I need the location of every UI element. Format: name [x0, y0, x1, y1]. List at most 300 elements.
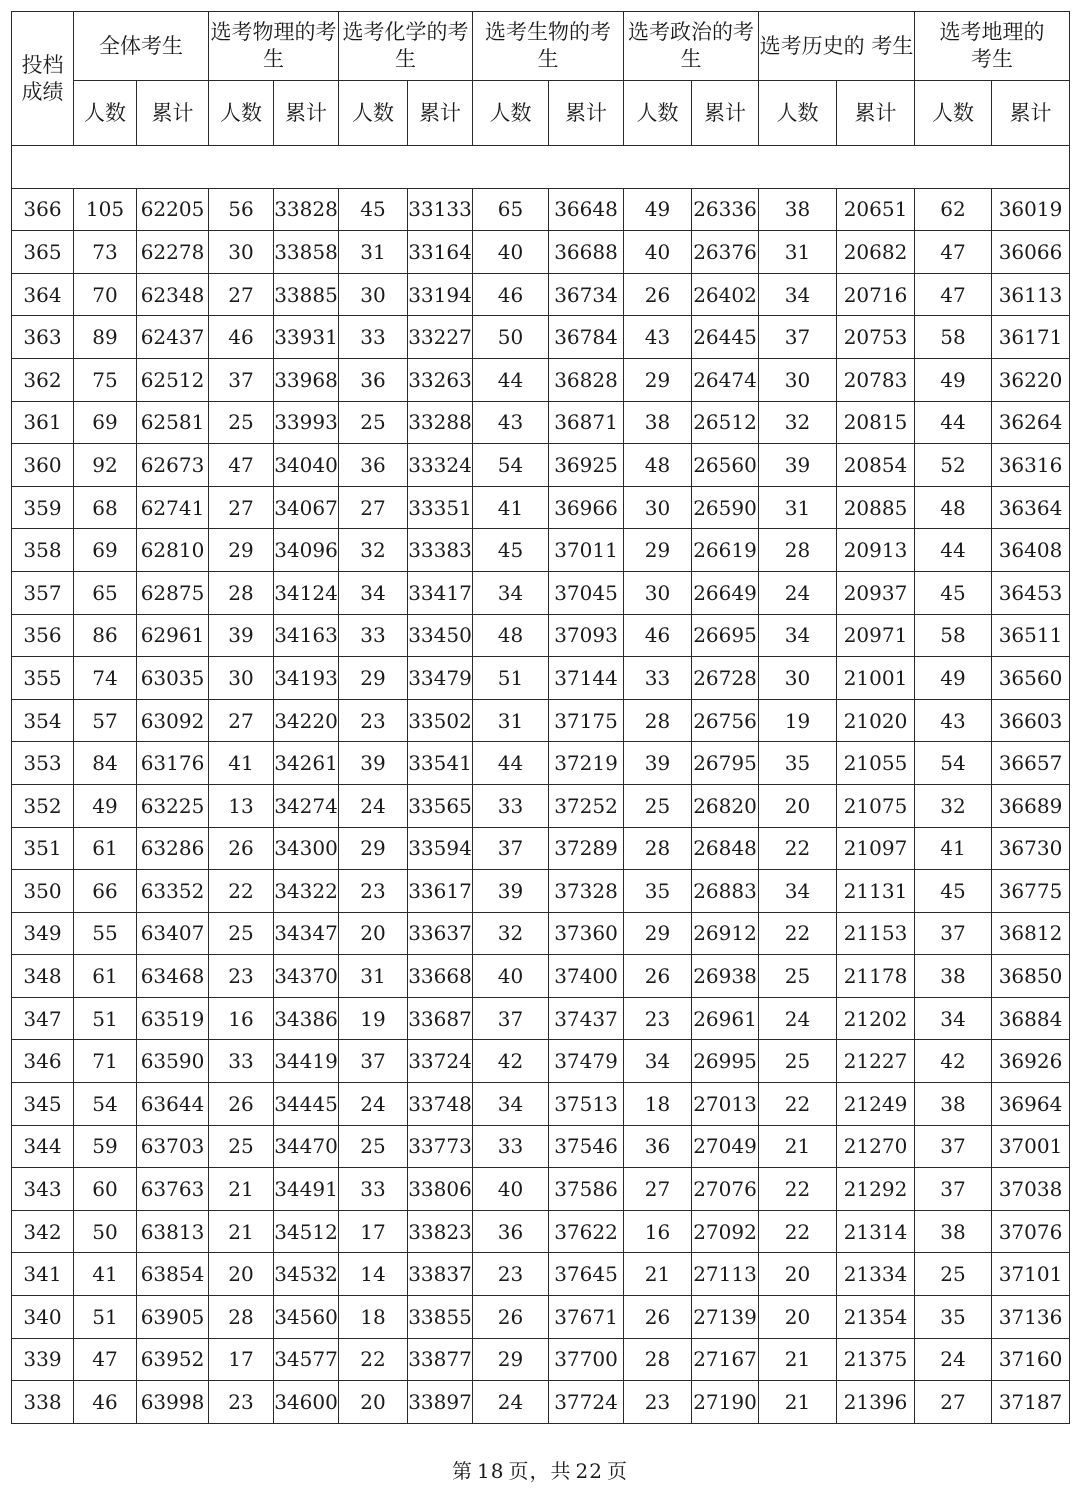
cumulative-cell: 36812	[992, 912, 1070, 955]
count-cell: 22	[339, 1338, 408, 1381]
count-cell: 24	[339, 784, 408, 827]
count-cell: 59	[74, 1125, 137, 1168]
count-cell: 37	[759, 316, 837, 359]
count-cell: 45	[339, 188, 408, 231]
count-cell: 39	[624, 742, 692, 785]
cumulative-cell: 36688	[549, 231, 624, 274]
count-cell: 54	[74, 1083, 137, 1126]
cumulative-cell: 33288	[408, 401, 473, 444]
footer-page-suffix: 页，共	[508, 1459, 572, 1483]
count-cell: 37	[339, 1040, 408, 1083]
cumulative-cell: 33383	[408, 529, 473, 572]
count-header: 人数	[209, 81, 274, 146]
count-cell: 20	[339, 912, 408, 955]
cumulative-cell: 20651	[837, 188, 915, 231]
count-cell: 22	[209, 870, 274, 913]
count-cell: 21	[624, 1253, 692, 1296]
cumulative-cell: 34600	[274, 1381, 339, 1424]
count-cell: 25	[759, 1040, 837, 1083]
count-cell: 34	[759, 870, 837, 913]
count-cell: 38	[915, 1210, 992, 1253]
count-cell: 32	[915, 784, 992, 827]
count-cell: 21	[759, 1381, 837, 1424]
count-cell: 20	[759, 784, 837, 827]
count-cell: 28	[624, 827, 692, 870]
score-cell: 341	[12, 1253, 74, 1296]
count-cell: 22	[759, 1168, 837, 1211]
group-header-politics: 选考政治的考生	[624, 12, 759, 81]
table-row	[12, 188, 1070, 231]
count-cell: 51	[473, 657, 549, 700]
count-cell: 49	[915, 358, 992, 401]
count-cell: 20	[759, 1253, 837, 1296]
table-row	[12, 784, 1070, 827]
count-cell: 31	[473, 699, 549, 742]
score-cell: 366	[12, 188, 74, 231]
count-cell: 19	[759, 699, 837, 742]
cumulative-cell: 62961	[137, 614, 209, 657]
header-gap-cell	[12, 146, 1070, 189]
score-cell: 362	[12, 358, 74, 401]
cumulative-cell: 21153	[837, 912, 915, 955]
count-cell: 34	[915, 997, 992, 1040]
count-cell: 33	[339, 1168, 408, 1211]
count-cell: 23	[624, 1381, 692, 1424]
cumulative-cell: 26619	[692, 529, 759, 572]
cumulative-cell: 26795	[692, 742, 759, 785]
table-row	[12, 1125, 1070, 1168]
cumulative-cell: 33885	[274, 273, 339, 316]
count-cell: 27	[209, 699, 274, 742]
count-cell: 26	[209, 1083, 274, 1126]
cumulative-cell: 37001	[992, 1125, 1070, 1168]
count-cell: 18	[339, 1296, 408, 1339]
table-row	[12, 912, 1070, 955]
score-cell: 360	[12, 444, 74, 487]
count-cell: 44	[915, 401, 992, 444]
cumulative-cell: 36850	[992, 955, 1070, 998]
count-cell: 21	[759, 1125, 837, 1168]
cumulative-cell: 36220	[992, 358, 1070, 401]
cumulative-cell: 33773	[408, 1125, 473, 1168]
table-row	[12, 1253, 1070, 1296]
count-cell: 46	[209, 316, 274, 359]
count-cell: 26	[624, 1296, 692, 1339]
cumulative-cell: 26336	[692, 188, 759, 231]
score-distribution-table	[11, 11, 1070, 1424]
cumulative-cell: 63468	[137, 955, 209, 998]
count-cell: 28	[624, 1338, 692, 1381]
cumulative-cell: 34067	[274, 486, 339, 529]
count-cell: 45	[915, 571, 992, 614]
cumulative-cell: 21396	[837, 1381, 915, 1424]
cumulative-cell: 33993	[274, 401, 339, 444]
cumulative-cell: 36560	[992, 657, 1070, 700]
cumulative-cell: 34445	[274, 1083, 339, 1126]
cumulative-cell: 27167	[692, 1338, 759, 1381]
page-footer	[0, 1455, 1080, 1484]
cumulative-cell: 36603	[992, 699, 1070, 742]
cumulative-cell: 20885	[837, 486, 915, 529]
cumulative-cell: 21202	[837, 997, 915, 1040]
count-cell: 33	[209, 1040, 274, 1083]
cumulative-cell: 36019	[992, 188, 1070, 231]
count-cell: 26	[624, 273, 692, 316]
count-cell: 27	[915, 1381, 992, 1424]
count-header: 人数	[759, 81, 837, 146]
score-cell: 354	[12, 699, 74, 742]
count-cell: 58	[915, 614, 992, 657]
count-cell: 58	[915, 316, 992, 359]
score-cell: 364	[12, 273, 74, 316]
cumulative-cell: 33823	[408, 1210, 473, 1253]
cumulative-cell: 33687	[408, 997, 473, 1040]
table-row	[12, 1040, 1070, 1083]
header-gap	[12, 146, 1070, 189]
count-header: 人数	[74, 81, 137, 146]
cumulative-cell: 21249	[837, 1083, 915, 1126]
count-cell: 65	[473, 188, 549, 231]
table-row	[12, 316, 1070, 359]
count-cell: 61	[74, 955, 137, 998]
count-cell: 33	[473, 784, 549, 827]
cumulative-cell: 63035	[137, 657, 209, 700]
table-row	[12, 529, 1070, 572]
cumulative-cell: 34261	[274, 742, 339, 785]
count-header: 人数	[339, 81, 408, 146]
count-cell: 23	[339, 870, 408, 913]
count-cell: 25	[209, 912, 274, 955]
cumulative-cell: 21020	[837, 699, 915, 742]
count-cell: 26	[473, 1296, 549, 1339]
count-cell: 56	[209, 188, 274, 231]
score-cell: 349	[12, 912, 74, 955]
cumulative-cell: 36264	[992, 401, 1070, 444]
cumulative-cell: 34532	[274, 1253, 339, 1296]
cumulative-cell: 34491	[274, 1168, 339, 1211]
cumulative-cell: 33450	[408, 614, 473, 657]
score-cell: 355	[12, 657, 74, 700]
cumulative-header: 累计	[137, 81, 209, 146]
cumulative-cell: 36408	[992, 529, 1070, 572]
count-cell: 34	[473, 1083, 549, 1126]
cumulative-header: 累计	[692, 81, 759, 146]
count-cell: 20	[759, 1296, 837, 1339]
count-cell: 28	[209, 571, 274, 614]
cumulative-cell: 33479	[408, 657, 473, 700]
cumulative-cell: 37289	[549, 827, 624, 870]
count-cell: 33	[473, 1125, 549, 1168]
count-cell: 37	[473, 997, 549, 1040]
cumulative-cell: 21334	[837, 1253, 915, 1296]
cumulative-cell: 21227	[837, 1040, 915, 1083]
count-cell: 30	[339, 273, 408, 316]
table-row	[12, 742, 1070, 785]
cumulative-cell: 27092	[692, 1210, 759, 1253]
count-header: 人数	[624, 81, 692, 146]
count-cell: 32	[473, 912, 549, 955]
count-cell: 29	[624, 912, 692, 955]
cumulative-cell: 63763	[137, 1168, 209, 1211]
cumulative-cell: 36964	[992, 1083, 1070, 1126]
group-header-all: 全体考生	[74, 12, 209, 81]
cumulative-cell: 37622	[549, 1210, 624, 1253]
count-cell: 23	[209, 955, 274, 998]
cumulative-cell: 21055	[837, 742, 915, 785]
count-cell: 39	[209, 614, 274, 657]
count-cell: 45	[473, 529, 549, 572]
count-cell: 33	[624, 657, 692, 700]
count-cell: 86	[74, 614, 137, 657]
count-cell: 48	[473, 614, 549, 657]
count-cell: 30	[209, 657, 274, 700]
cumulative-cell: 26961	[692, 997, 759, 1040]
cumulative-cell: 37144	[549, 657, 624, 700]
count-cell: 21	[759, 1338, 837, 1381]
count-cell: 25	[339, 1125, 408, 1168]
cumulative-cell: 33877	[408, 1338, 473, 1381]
score-cell: 352	[12, 784, 74, 827]
cumulative-header: 累计	[992, 81, 1070, 146]
cumulative-cell: 20854	[837, 444, 915, 487]
count-cell: 36	[473, 1210, 549, 1253]
cumulative-cell: 26756	[692, 699, 759, 742]
count-cell: 73	[74, 231, 137, 274]
count-cell: 75	[74, 358, 137, 401]
count-cell: 43	[473, 401, 549, 444]
cumulative-cell: 34470	[274, 1125, 339, 1168]
score-cell: 353	[12, 742, 74, 785]
count-cell: 31	[339, 955, 408, 998]
count-cell: 18	[624, 1083, 692, 1126]
cumulative-cell: 63286	[137, 827, 209, 870]
score-cell: 357	[12, 571, 74, 614]
count-cell: 34	[759, 273, 837, 316]
count-cell: 48	[624, 444, 692, 487]
count-cell: 35	[759, 742, 837, 785]
count-cell: 68	[74, 486, 137, 529]
count-cell: 26	[624, 955, 692, 998]
count-cell: 20	[209, 1253, 274, 1296]
count-cell: 49	[74, 784, 137, 827]
cumulative-cell: 34300	[274, 827, 339, 870]
count-cell: 27	[624, 1168, 692, 1211]
count-cell: 39	[473, 870, 549, 913]
count-cell: 50	[74, 1210, 137, 1253]
score-cell: 347	[12, 997, 74, 1040]
cumulative-cell: 34096	[274, 529, 339, 572]
score-cell: 350	[12, 870, 74, 913]
cumulative-cell: 21375	[837, 1338, 915, 1381]
count-cell: 45	[915, 870, 992, 913]
cumulative-cell: 34560	[274, 1296, 339, 1339]
cumulative-cell: 34347	[274, 912, 339, 955]
cumulative-cell: 26445	[692, 316, 759, 359]
count-cell: 44	[915, 529, 992, 572]
score-cell: 361	[12, 401, 74, 444]
footer-page-number: 18	[477, 1459, 505, 1483]
score-cell: 351	[12, 827, 74, 870]
table-row	[12, 657, 1070, 700]
cumulative-cell: 26649	[692, 571, 759, 614]
group-header-physics: 选考物理的考生	[209, 12, 339, 81]
count-cell: 21	[209, 1168, 274, 1211]
cumulative-cell: 37586	[549, 1168, 624, 1211]
cumulative-cell: 36364	[992, 486, 1070, 529]
cumulative-cell: 36066	[992, 231, 1070, 274]
cumulative-cell: 27139	[692, 1296, 759, 1339]
cumulative-cell: 37160	[992, 1338, 1070, 1381]
count-cell: 61	[74, 827, 137, 870]
table-row	[12, 486, 1070, 529]
cumulative-cell: 26474	[692, 358, 759, 401]
cumulative-cell: 37011	[549, 529, 624, 572]
count-cell: 29	[339, 827, 408, 870]
count-cell: 23	[624, 997, 692, 1040]
count-cell: 24	[759, 571, 837, 614]
cumulative-cell: 37175	[549, 699, 624, 742]
score-cell: 342	[12, 1210, 74, 1253]
count-cell: 43	[624, 316, 692, 359]
count-cell: 41	[74, 1253, 137, 1296]
count-cell: 30	[759, 657, 837, 700]
group-header-history: 选考历史的 考生	[759, 12, 915, 81]
count-cell: 62	[915, 188, 992, 231]
cumulative-cell: 62875	[137, 571, 209, 614]
count-cell: 30	[209, 231, 274, 274]
cumulative-cell: 37187	[992, 1381, 1070, 1424]
cumulative-cell: 33194	[408, 273, 473, 316]
cumulative-cell: 26590	[692, 486, 759, 529]
count-cell: 41	[209, 742, 274, 785]
cumulative-cell: 34220	[274, 699, 339, 742]
cumulative-cell: 62581	[137, 401, 209, 444]
count-cell: 42	[915, 1040, 992, 1083]
cumulative-cell: 33417	[408, 571, 473, 614]
score-cell: 365	[12, 231, 74, 274]
count-cell: 22	[759, 1083, 837, 1126]
count-cell: 34	[473, 571, 549, 614]
cumulative-cell: 36171	[992, 316, 1070, 359]
cumulative-cell: 37700	[549, 1338, 624, 1381]
group-header-chemistry: 选考化学的考生	[339, 12, 473, 81]
cumulative-cell: 26820	[692, 784, 759, 827]
cumulative-cell: 33837	[408, 1253, 473, 1296]
cumulative-cell: 33968	[274, 358, 339, 401]
score-cell: 338	[12, 1381, 74, 1424]
count-cell: 40	[473, 231, 549, 274]
count-cell: 28	[209, 1296, 274, 1339]
count-cell: 33	[339, 316, 408, 359]
cumulative-cell: 36316	[992, 444, 1070, 487]
table-row	[12, 699, 1070, 742]
table-row	[12, 273, 1070, 316]
cumulative-cell: 33133	[408, 188, 473, 231]
score-cell: 348	[12, 955, 74, 998]
count-cell: 47	[915, 273, 992, 316]
cumulative-cell: 26912	[692, 912, 759, 955]
cumulative-cell: 37219	[549, 742, 624, 785]
cumulative-cell: 37328	[549, 870, 624, 913]
count-cell: 24	[915, 1338, 992, 1381]
count-cell: 54	[915, 742, 992, 785]
cumulative-cell: 63644	[137, 1083, 209, 1126]
cumulative-cell: 36648	[549, 188, 624, 231]
score-cell: 356	[12, 614, 74, 657]
cumulative-cell: 33806	[408, 1168, 473, 1211]
table-row	[12, 1338, 1070, 1381]
cumulative-cell: 36828	[549, 358, 624, 401]
count-cell: 36	[339, 358, 408, 401]
cumulative-cell: 34274	[274, 784, 339, 827]
cumulative-cell: 36113	[992, 273, 1070, 316]
count-cell: 43	[915, 699, 992, 742]
cumulative-cell: 26402	[692, 273, 759, 316]
count-cell: 16	[624, 1210, 692, 1253]
count-cell: 37	[915, 1168, 992, 1211]
cumulative-cell: 20716	[837, 273, 915, 316]
count-cell: 28	[624, 699, 692, 742]
count-cell: 52	[915, 444, 992, 487]
cumulative-cell: 33541	[408, 742, 473, 785]
cumulative-cell: 33858	[274, 231, 339, 274]
cumulative-cell: 62278	[137, 231, 209, 274]
count-cell: 40	[473, 1168, 549, 1211]
count-cell: 21	[209, 1210, 274, 1253]
cumulative-cell: 36884	[992, 997, 1070, 1040]
cumulative-cell: 33324	[408, 444, 473, 487]
cumulative-cell: 33897	[408, 1381, 473, 1424]
count-cell: 29	[473, 1338, 549, 1381]
cumulative-cell: 34322	[274, 870, 339, 913]
table-row	[12, 1381, 1070, 1424]
cumulative-cell: 36966	[549, 486, 624, 529]
cumulative-cell: 37724	[549, 1381, 624, 1424]
count-cell: 22	[759, 1210, 837, 1253]
cumulative-cell: 63703	[137, 1125, 209, 1168]
cumulative-cell: 33617	[408, 870, 473, 913]
cumulative-header: 累计	[837, 81, 915, 146]
cumulative-cell: 36784	[549, 316, 624, 359]
count-cell: 34	[624, 1040, 692, 1083]
cumulative-cell: 63854	[137, 1253, 209, 1296]
cumulative-cell: 34419	[274, 1040, 339, 1083]
count-cell: 44	[473, 742, 549, 785]
cumulative-cell: 33748	[408, 1083, 473, 1126]
count-cell: 41	[473, 486, 549, 529]
count-cell: 65	[74, 571, 137, 614]
cumulative-cell: 36453	[992, 571, 1070, 614]
count-cell: 35	[624, 870, 692, 913]
count-cell: 36	[339, 444, 408, 487]
count-cell: 74	[74, 657, 137, 700]
cumulative-cell: 21075	[837, 784, 915, 827]
count-cell: 33	[339, 614, 408, 657]
count-header: 人数	[915, 81, 992, 146]
count-cell: 32	[339, 529, 408, 572]
cumulative-cell: 37437	[549, 997, 624, 1040]
score-cell: 358	[12, 529, 74, 572]
count-cell: 71	[74, 1040, 137, 1083]
count-cell: 24	[759, 997, 837, 1040]
score-cell: 363	[12, 316, 74, 359]
count-cell: 44	[473, 358, 549, 401]
cumulative-cell: 33164	[408, 231, 473, 274]
count-cell: 25	[915, 1253, 992, 1296]
cumulative-cell: 34124	[274, 571, 339, 614]
cumulative-cell: 33637	[408, 912, 473, 955]
cumulative-cell: 21001	[837, 657, 915, 700]
